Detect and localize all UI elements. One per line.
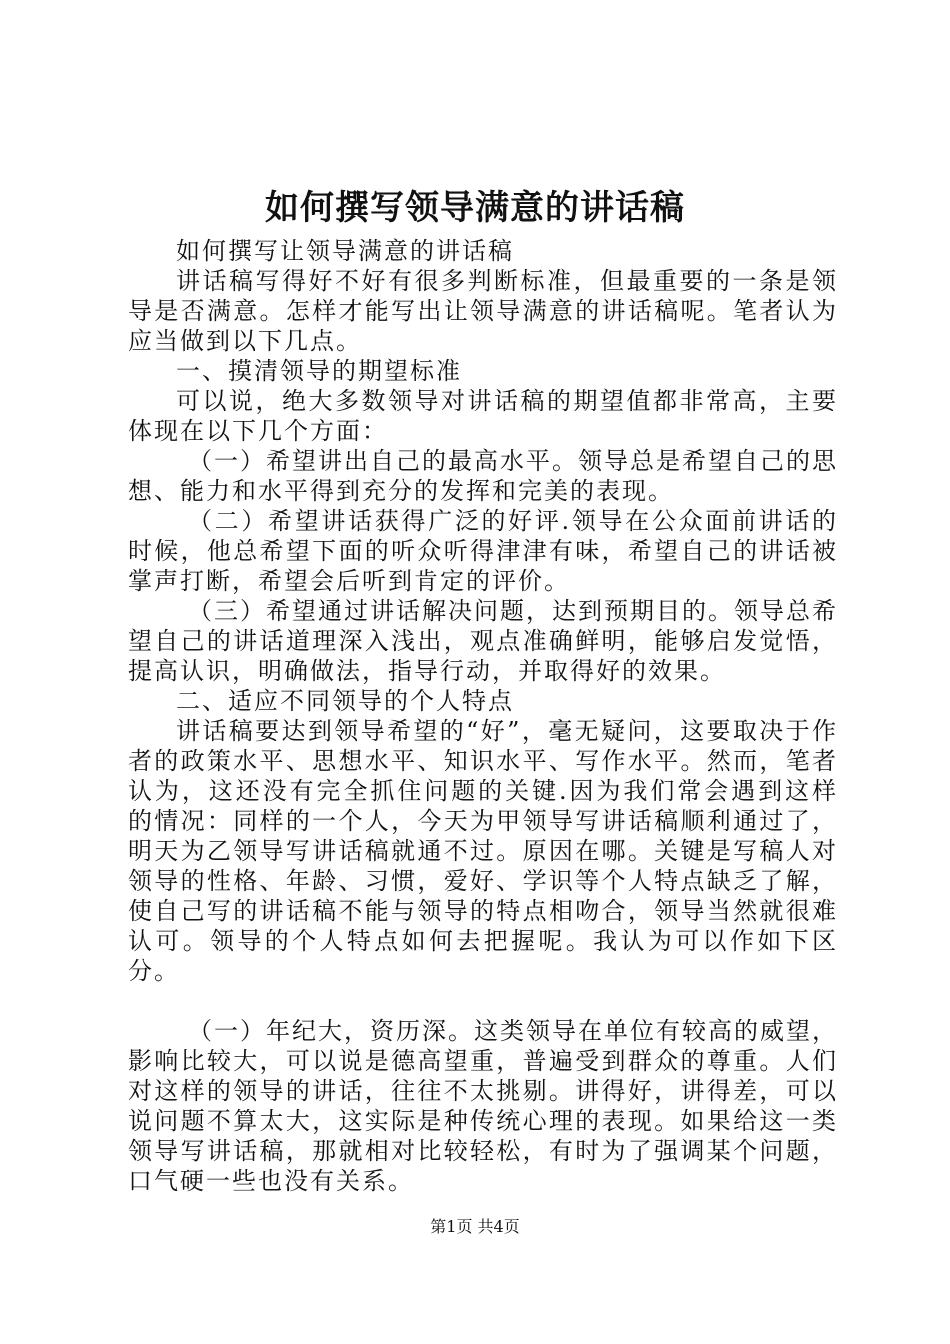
document-body: [128, 236, 838, 1196]
page-footer: 第1页 共4页: [430, 1217, 520, 1236]
paragraph-personal-traits: 讲话稿要达到领导希望的“好”，毫无疑问，这要取决于作者的政策水平、思想水平、知识水平、写作水平。然而，笔者认为，这还没有完全抓住问题的关键.因为我们常会遇到这样的情况：同样的一个人，今天为甲领导写讲话稿顺利通过了，明天为乙领导写讲话稿就通不过。原因在哪。关键是写稿人对领导的性格、年龄、习惯，爱好、学识等个人特点缺乏了解，使自己写的讲话稿不能与领导的特点相吻合，领导当然就很难认可。领导的个人特点如何去把握呢。我认为可以作如下区分。: [128, 717, 838, 985]
paragraph-expectations: 可以说，绝大多数领导对讲话稿的期望值都非常高，主要体现在以下几个方面：: [128, 387, 838, 445]
section-heading-1: 一、摸清领导的期望标准: [176, 357, 462, 385]
paragraph-spacer: [128, 986, 838, 1016]
paragraph-point-2: （二）希望讲话获得广泛的好评.领导在公众面前讲话的时候，他总希望下面的听众听得津津有味，希望自己的讲话被掌声打断，希望会后听到肯定的评价。: [128, 507, 838, 595]
paragraph-subtitle: 如何撰写让领导满意的讲话稿: [176, 237, 514, 265]
paragraph-point-1: （一）希望讲出自己的最高水平。领导总是希望自己的思想、能力和水平得到充分的发挥和完美的表现。: [128, 447, 838, 505]
document-title: 如何撰写领导满意的讲话稿: [265, 188, 685, 228]
paragraph-intro: 讲话稿写得好不好有很多判断标准，但最重要的一条是领导是否满意。怎样才能写出让领导满意的讲话稿呢。笔者认为应当做到以下几点。: [128, 267, 838, 355]
paragraph-senior-leaders: （一）年纪大，资历深。这类领导在单位有较高的威望，影响比较大，可以说是德高望重，普遍受到群众的尊重。人们对这样的领导的讲话，往往不太挑剔。讲得好，讲得差，可以说问题不算太大，这实际是种传统心理的表现。如果给这一类领导写讲话稿，那就相对比较轻松，有时为了强调某个问题，口气硬一些也没有关系。: [128, 1017, 838, 1195]
section-heading-2: 二、适应不同领导的个人特点: [176, 687, 514, 715]
paragraph-point-3: （三）希望通过讲话解决问题，达到预期目的。领导总希望自己的讲话道理深入浅出，观点准确鲜明，能够启发觉悟，提高认识，明确做法，指导行动，并取得好的效果。: [128, 597, 838, 685]
